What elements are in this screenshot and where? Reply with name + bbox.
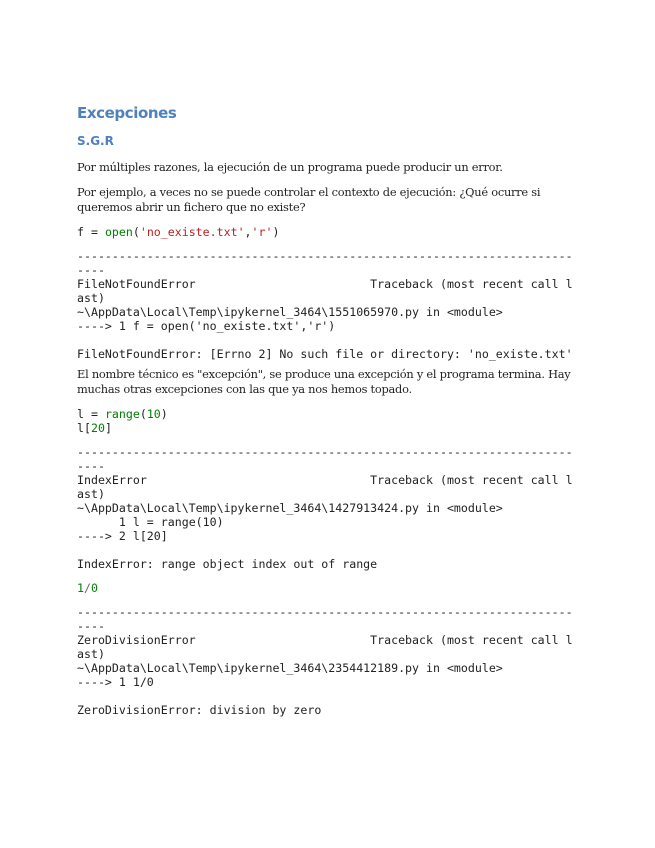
- code-token: 'r': [251, 225, 273, 239]
- output-traceback-zerodivision: [77, 605, 577, 717]
- code-token: /: [83, 581, 91, 595]
- code-token: ]: [104, 421, 112, 435]
- traceback-line: 1 l = range(10): [77, 515, 224, 529]
- traceback-error: IndexError: range object index out of range: [77, 557, 378, 571]
- code-line: [77, 421, 577, 435]
- traceback-path: ~\AppData\Local\Temp\ipykernel_3464\2354412189.py in <module>: [77, 661, 503, 675]
- output-traceback-indexerror: [77, 445, 577, 571]
- code-token: ,: [244, 225, 252, 239]
- traceback-line: ----> 2 l[20]: [77, 529, 168, 543]
- code-token: ): [160, 407, 168, 421]
- code-token: (: [139, 407, 147, 421]
- traceback-line: ----> 1 f = open('no_existe.txt','r'): [77, 319, 336, 333]
- traceback-header: FileNotFoundError Traceback (most recent call last): [77, 277, 573, 305]
- code-token: =: [83, 225, 105, 239]
- paragraph-example: Por ejemplo, a veces no se puede controlar el contexto de ejecución: ¿Qué ocurre si queremos abrir un fichero que no existe?: [77, 185, 541, 214]
- traceback-blank: [77, 543, 577, 557]
- traceback-line: ----> 1 1/0: [77, 675, 154, 689]
- traceback-header: IndexError Traceback (most recent call last): [77, 473, 573, 501]
- traceback-error: FileNotFoundError: [Errno 2] No such file or directory: 'no_existe.txt': [77, 347, 573, 361]
- code-token: open: [104, 225, 133, 239]
- code-token: f: [77, 225, 84, 239]
- code-cell-division: [77, 581, 577, 595]
- traceback-path: ~\AppData\Local\Temp\ipykernel_3464\1551065970.py in <module>: [77, 305, 503, 319]
- code-cell-range: [77, 407, 577, 435]
- traceback-dashes: ---------------------------------------------------------------------------: [77, 605, 573, 633]
- traceback-header: ZeroDivisionError Traceback (most recent call last): [77, 633, 573, 661]
- document-author: S.G.R: [77, 134, 114, 148]
- paragraph-exception-name: El nombre técnico es "excepción", se produce una excepción y el programa termina. Hay muchas otras excepciones con las que ya nos hemos topado.: [77, 367, 571, 396]
- code-token: (: [132, 225, 140, 239]
- code-cell-open: [77, 225, 577, 239]
- traceback-dashes: ---------------------------------------------------------------------------: [77, 249, 573, 277]
- code-token: 0: [90, 581, 98, 595]
- document-page: [77, 104, 577, 717]
- traceback-dashes: ---------------------------------------------------------------------------: [77, 445, 573, 473]
- code-token: ): [272, 225, 280, 239]
- paragraph-intro: Por múltiples razones, la ejecución de un programa puede producir un error.: [77, 160, 503, 174]
- output-traceback-filenotfound: [77, 249, 577, 361]
- traceback-path: ~\AppData\Local\Temp\ipykernel_3464\1427913424.py in <module>: [77, 501, 503, 515]
- traceback-error: ZeroDivisionError: division by zero: [77, 703, 322, 717]
- code-token: 1: [77, 581, 84, 595]
- code-token: l: [77, 407, 84, 421]
- document-title: Excepciones: [77, 104, 177, 122]
- traceback-blank: [77, 333, 577, 347]
- code-line: [77, 407, 577, 421]
- code-token: 'no_existe.txt': [139, 225, 245, 239]
- code-token: 10: [146, 407, 161, 421]
- code-token: [: [83, 421, 91, 435]
- code-token: l: [77, 421, 84, 435]
- code-token: 20: [90, 421, 105, 435]
- code-token: =: [83, 407, 105, 421]
- code-token: range: [104, 407, 140, 421]
- traceback-blank: [77, 689, 577, 703]
